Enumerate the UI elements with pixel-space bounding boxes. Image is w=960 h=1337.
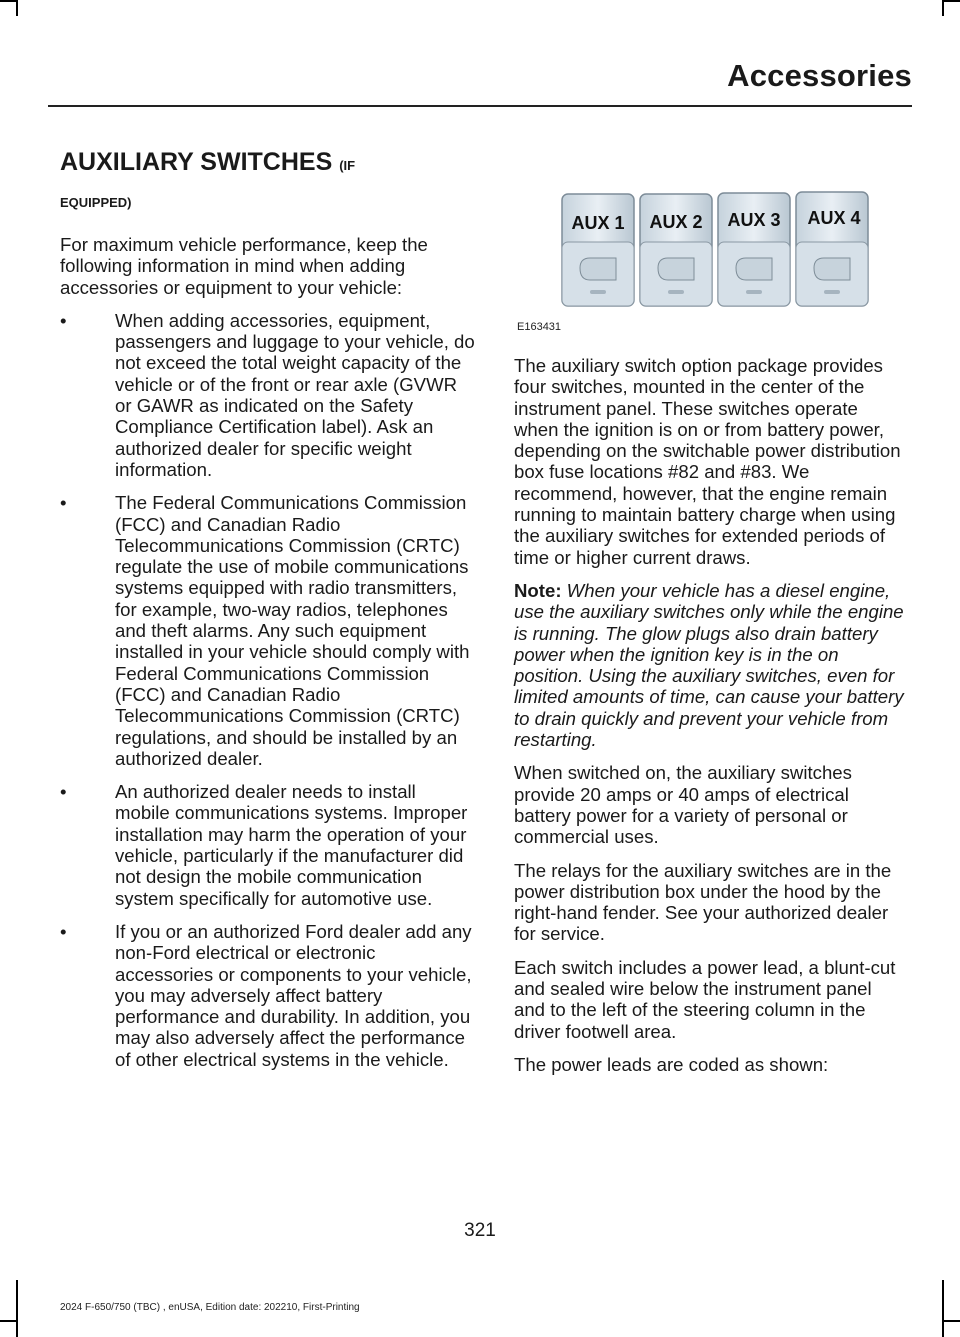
aux-switch-1-label: AUX 1 — [571, 213, 625, 233]
crop-mark — [942, 1280, 944, 1337]
section-title-small: (IF — [339, 158, 356, 173]
aux-switch-4 — [796, 192, 868, 306]
note-text: When your vehicle has a diesel engine, use the auxiliary switches only while the engine is running. The glow plugs also drain battery power when the ignition key is in the on position. Using the auxiliary switches, even for limited amounts of time, can cause your battery to drain quickly and prevent your vehicle from restarting. — [514, 579, 904, 751]
aux-switch-3 — [718, 193, 790, 306]
aux-switch-3-label: AUX 3 — [727, 210, 781, 230]
bullet-glyph: • — [60, 492, 67, 514]
page-title: Accessories — [727, 58, 912, 93]
left-column — [60, 145, 475, 1082]
aux-switch-4-label: AUX 4 — [807, 208, 861, 228]
header-divider — [48, 105, 912, 107]
aux-switches-illustration — [514, 186, 906, 346]
intro-paragraph: For maximum vehicle performance, keep the following information in mind when adding accessories or equipment to your vehicle: — [60, 234, 428, 298]
crop-mark — [0, 1320, 16, 1322]
bullet-text: When adding accessories, equipment, passengers and luggage to your vehicle, do not exceed the total weight capacity of the vehicle or of the front or rear axle (GVWR or GAWR as indicated on the Safety Compliance Certification label). Ask an authorized dealer for specific weight information. — [115, 309, 475, 480]
bullet-list — [60, 310, 475, 1070]
edition-info: 2024 F-650/750 (TBC) , enUSA, Edition date: 202210, First-Printing — [60, 1302, 360, 1313]
crop-mark — [944, 1320, 960, 1322]
figure-code: E163431 — [517, 321, 562, 333]
bullet-glyph: • — [60, 309, 67, 331]
paragraph: When switched on, the auxiliary switches provide 20 amps or 40 amps of electrical battery power for a variety of personal or commercial uses. — [514, 762, 852, 848]
crop-mark — [942, 0, 944, 16]
crop-mark — [16, 0, 18, 16]
crop-mark — [944, 0, 960, 2]
paragraph: The relays for the auxiliary switches are in the power distribution box under the hood by the right-hand fender. See your authorized dealer for service. — [514, 859, 892, 945]
crop-mark — [0, 0, 16, 2]
paragraph: The auxiliary switch option package provides four switches, mounted in the center of the instrument panel. These switches operate when the ignition is on or from battery power, depending on the switchable power distribution box fuse locations #82 and #83. We recommend, however, that the engine remain running to maintain battery charge when using the auxiliary switches for extended periods of time or higher current draws. — [514, 355, 901, 568]
list-item — [60, 310, 475, 480]
bullet-glyph: • — [60, 920, 67, 942]
note-paragraph — [514, 580, 906, 750]
list-item — [60, 492, 475, 769]
aux-switch-2-label: AUX 2 — [649, 212, 703, 232]
paragraph: Each switch includes a power lead, a blunt-cut and sealed wire below the instrument panel and to the left of the steering column in the driver footwell area. — [514, 956, 896, 1042]
section-title-continued: EQUIPPED) — [60, 195, 132, 210]
right-column — [514, 355, 906, 1087]
aux-switch-2 — [640, 194, 712, 306]
bullet-text: If you or an authorized Ford dealer add any non-Ford electrical or electronic accessories or components to your vehicle, you may adversely affect battery performance and durability. In addition, you may also adversely affect the performance of other electrical systems in the vehicle. — [115, 920, 472, 1070]
bullet-text: An authorized dealer needs to install mobile communications systems. Improper installation may harm the operation of your vehicle, particularly if the manufacturer did not design the mobile communication system specifically for automotive use. — [115, 781, 468, 909]
list-item — [60, 781, 475, 909]
bullet-text: The Federal Communications Commission (FCC) and Canadian Radio Telecommunications Commission (CRTC) regulate the use of mobile communications systems equipped with radio transmitters, for example, two-way radios, telephones and theft alarms. Any such equipment installed in your vehicle should comply with Federal Communications Commission (FCC) and Canadian Radio Telecommunications Commission (CRTC) regulations, and should be installed by an authorized dealer. — [115, 492, 470, 769]
section-title — [60, 145, 475, 183]
aux-switch-1 — [562, 194, 634, 306]
bullet-glyph: • — [60, 781, 67, 803]
note-label: Note: — [514, 579, 562, 601]
section-title-main: AUXILIARY SWITCHES — [60, 148, 333, 176]
page-number: 321 — [464, 1220, 496, 1241]
crop-mark — [16, 1280, 18, 1337]
paragraph: The power leads are coded as shown: — [514, 1053, 829, 1075]
list-item — [60, 921, 475, 1070]
